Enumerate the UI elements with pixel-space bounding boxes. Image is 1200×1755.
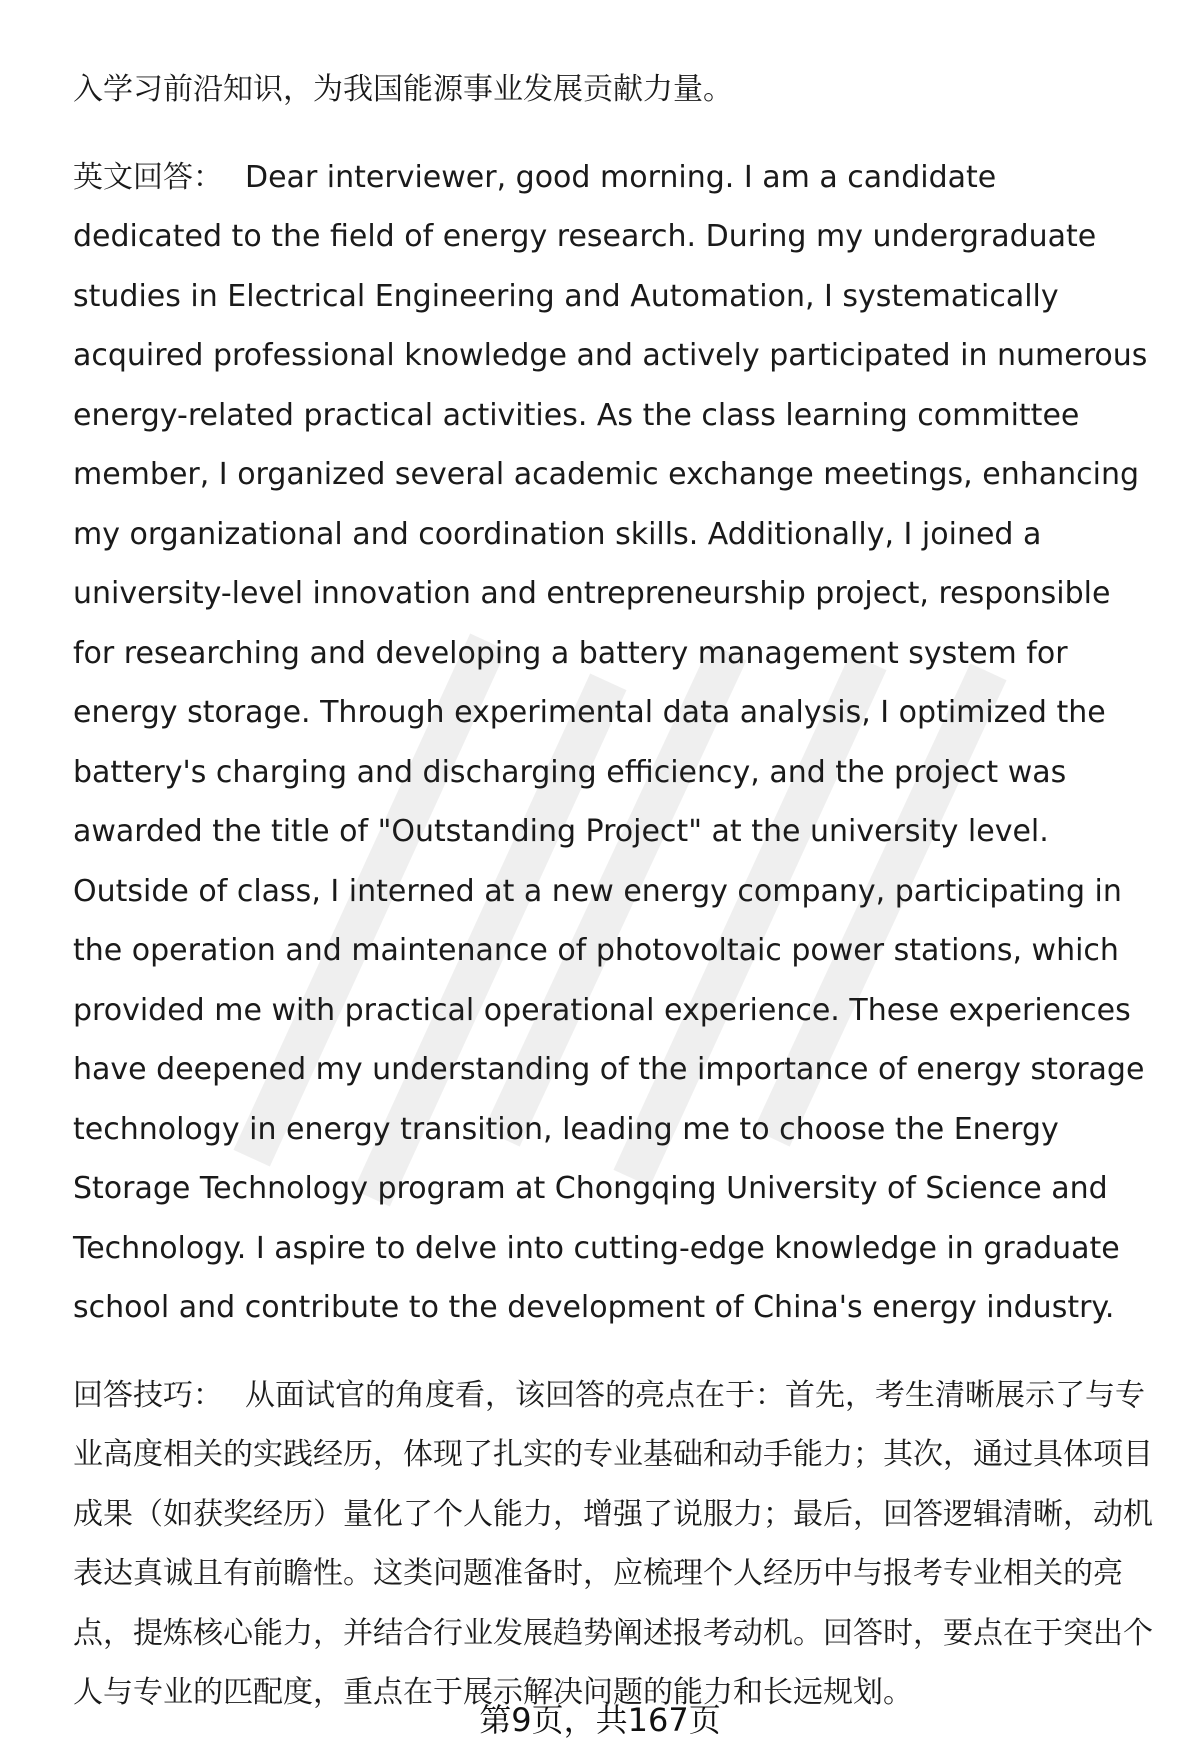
page-number: 第9页，共167页: [479, 1701, 721, 1739]
english-answer-paragraph: [73, 148, 1153, 1338]
answer-tips-label: 回答技巧：: [73, 1377, 223, 1413]
document-body: [73, 60, 1153, 1751]
english-answer-label: 英文回答：: [73, 159, 223, 195]
intro-tail-paragraph: 入学习前沿知识，为我国能源事业发展贡献力量。: [73, 72, 733, 107]
answer-tips-text: 从面试官的角度看，该回答的亮点在于：首先，考生清晰展示了与专业高度相关的实践经历，体现了扎实的专业基础和动手能力；其次，通过具体项目成果（如获奖经历）量化了个人能力，增强了说服力；最后，回答逻辑清晰，动机表达真诚且有前瞻性。这类问题准备时，应梳理个人经历中与报考专业相关的亮点，提炼核心能力，并结合行业发展趋势阐述报考动机。回答时，要点在于突出个人与专业的匹配度，重点在于展示解决问题的能力和长远规划。: [73, 1377, 1153, 1710]
answer-tips-paragraph: [73, 1366, 1153, 1723]
english-answer-text: Dear interviewer, good morning. I am a candidate dedicated to the field of energy research. During my undergraduate studies in Electrical Engineering and Automation, I systematically acquired professional knowledge and actively participated in numerous energy-related practical activities. As the class learning committee member, I organized several academic exchange meetings, enhancing my organizational and coordination skills. Additionally, I joined a university-level innovation and entrepreneurship project, responsible for researching and developing a battery management system for energy storage. Through experimental data analysis, I optimized the battery's charging and discharging efficiency, and the project was awarded the title of "Outstanding Project" at the university level. Outside of class, I interned at a new energy company, participating in the operation and maintenance of photovoltaic power stations, which provided me with practical operational experience. These experiences have deepened my understanding of the importance of energy storage technology in energy transition, leading me to choose the Energy Storage Technology program at Chongqing University of Science and Technology. I aspire to delve into cutting-edge knowledge in graduate school and contribute to the development of China's energy industry.: [73, 159, 1148, 1325]
